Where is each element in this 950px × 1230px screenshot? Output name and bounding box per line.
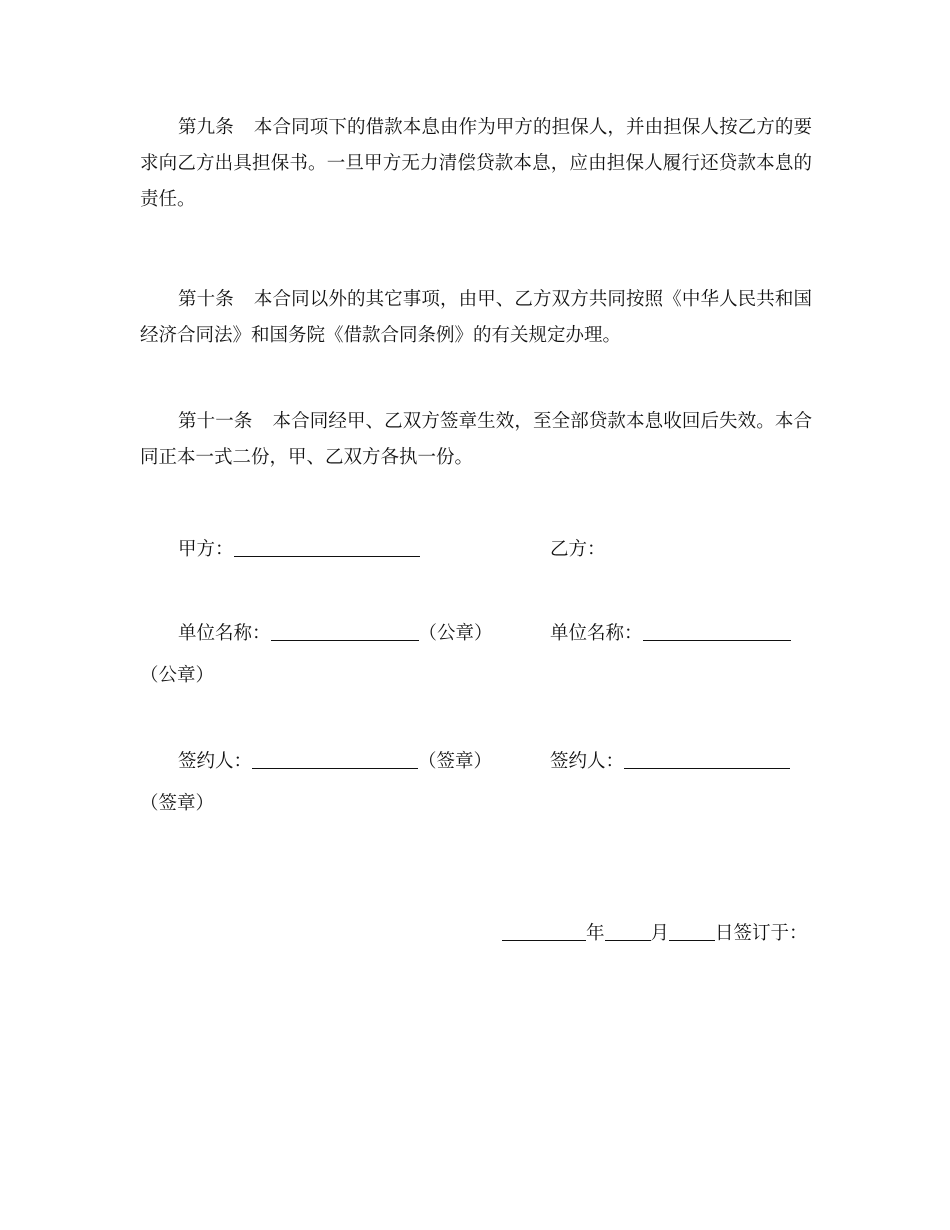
article-9 [140,110,812,218]
year-label: 年 [586,923,605,944]
sign-note-b: （签章） [140,793,215,814]
article-11-text: 本合同经甲、乙双方签章生效，至全部贷款本息收回后失效。本合同正本一式二份，甲、乙双方各执一份。 [140,411,812,468]
article-10-text: 本合同以外的其它事项，由甲、乙方双方共同按照《中华人民共和国经济合同法》和国务院《借款合同条例》的有关规定办理。 [140,289,812,346]
sign-note-a: （签章） [418,751,493,772]
seal-note-b: （公章） [140,665,215,686]
party-a-blank[interactable] [234,538,420,557]
article-11-number: 第十一条 [178,411,253,432]
unit-name-b-blank[interactable] [643,622,791,641]
month-blank[interactable] [605,922,651,941]
day-signed-at-label: 日签订于： [715,923,808,944]
year-blank[interactable] [502,922,586,941]
party-a-line [178,538,420,562]
month-label: 月 [650,923,670,944]
seal-note-a: （公章） [418,623,493,644]
signer-a-blank[interactable] [252,750,418,769]
article-9-text: 本合同项下的借款本息由作为甲方的担保人，并由担保人按乙方的要求向乙方出具担保书。一旦甲方无力清偿贷款本息，应由担保人履行还贷款本息的责任。 [140,117,812,210]
day-blank[interactable] [669,922,715,941]
unit-name-b-label: 单位名称： [550,623,643,644]
signer-b-blank[interactable] [624,750,790,769]
article-10-number: 第十条 [178,289,234,310]
sign-note-wrap-line [140,792,214,816]
unit-name-a-blank[interactable] [271,622,419,641]
article-11 [140,404,812,476]
article-9-number: 第九条 [178,117,234,138]
signer-a-line [178,750,492,774]
party-b-line [550,538,606,562]
party-a-label: 甲方： [178,539,234,560]
seal-note-wrap-line [140,664,214,688]
party-b-label: 乙方： [550,539,606,560]
unit-name-b-line [550,622,791,646]
unit-name-a-line [178,622,493,646]
article-10 [140,282,812,354]
signer-b-line [550,750,790,774]
unit-name-a-label: 单位名称： [178,623,271,644]
date-line [502,922,808,946]
signer-b-label: 签约人： [550,751,625,772]
signer-a-label: 签约人： [178,751,253,772]
